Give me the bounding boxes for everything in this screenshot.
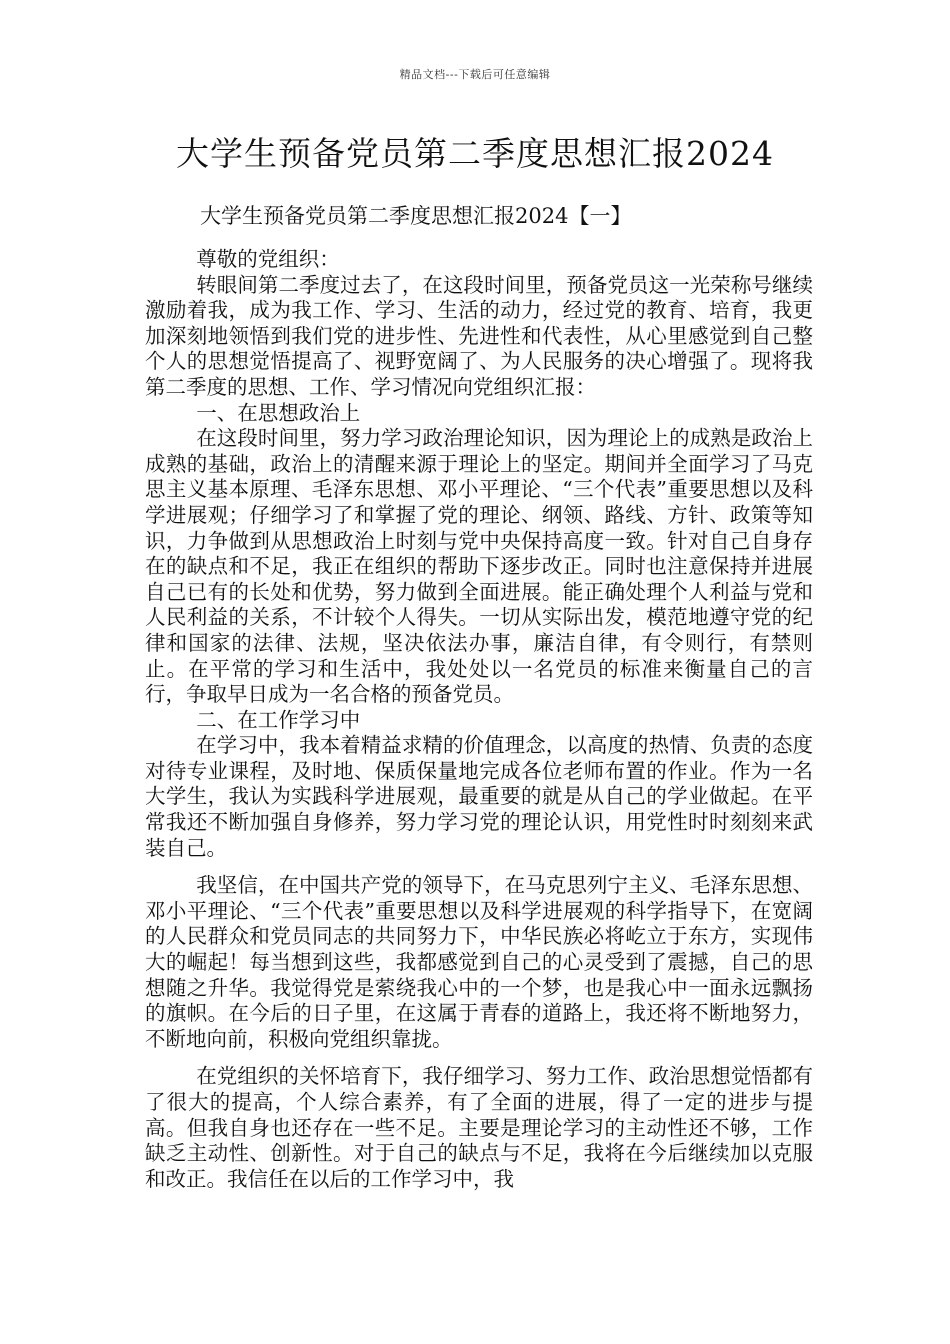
document-subtitle: 大学生预备党员第二季度思想汇报2024【一】 [200,204,632,228]
paragraph-belief: 我坚信，在中国共产党的领导下，在马克思列宁主义、毛泽东思想、邓小平理论、“三个代表”重要思想以及科学进展观的科学指导下，在宽阔的人民群众和党员同志的共同努力下，中华民族必将屹立于东方，实现伟大的崛起！每当想到这些，我都感觉到自己的心灵受到了震撼，自己的思想随之升华。我觉得党是萦绕我心中的一个梦，也是我心中一面永远飘扬的旗帜。在今后的日子里，在这属于青春的道路上，我还将不断地努力，不断地向前，积极向党组织靠拢。 [145,873,813,1051]
section-heading-work-study: 二、在工作学习中 [196,707,361,732]
salutation: 尊敬的党组织： [196,247,340,271]
document-title: 大学生预备党员第二季度思想汇报2024 [176,134,774,173]
section-heading-political: 一、在思想政治上 [196,400,361,425]
paragraph-progress: 在党组织的关怀培育下，我仔细学习、努力工作、政治思想觉悟都有了很大的提高，个人综合素养，有了全面的进展，得了一定的进步与提高。但我自身也还存在一些不足。主要是理论学习的主动性还不够，工作缺乏主动性、创新性。对于自己的缺点与不足，我将在今后继续加以克服和改正。我信任在以后的工作学习中，我 [145,1064,813,1191]
header-note: 精品文档---下载后可任意编辑 [399,68,551,81]
paragraph-study: 在学习中，我本着精益求精的价值理念，以高度的热情、负责的态度对待专业课程，及时地、保质保量地完成各位老师布置的作业。作为一名大学生，我认为实践科学进展观，最重要的就是从自己的学业做起。在平常我还不断加强自身修养，努力学习党的理论认识，用党性时时刻刻来武装自己。 [145,733,813,860]
document-body [145,247,813,1192]
paragraph-intro: 转眼间第二季度过去了，在这段时间里，预备党员这一光荣称号继续激励着我，成为我工作、学习、生活的动力，经过党的教育、培育，我更加深刻地领悟到我们党的进步性、先进性和代表性，从心里感觉到自己整个人的思想觉悟提高了、视野宽阔了、为人民服务的决心增强了。现将我第二季度的思想、工作、学习情况向党组织汇报： [145,272,813,399]
paragraph-political: 在这段时间里，努力学习政治理论知识，因为理论上的成熟是政治上成熟的基础，政治上的清醒来源于理论上的坚定。期间并全面学习了马克思主义基本原理、毛泽东思想、邓小平理论、“三个代表”重要思想以及科学进展观；仔细学习了和掌握了党的理论、纲领、路线、方针、政策等知识，力争做到从思想政治上时刻与党中央保持高度一致。针对自己自身存在的缺点和不足，我正在组织的帮助下逐步改正。同时也注意保持并进展自己已有的长处和优势，努力做到全面进展。能正确处理个人利益与党和人民利益的关系，不计较个人得失。一切从实际出发，模范地遵守党的纪律和国家的法律、法规，坚决依法办事，廉洁自律，有令则行，有禁则止。在平常的学习和生活中，我处处以一名党员的标准来衡量自己的言行，争取早日成为一名合格的预备党员。 [145,426,813,707]
